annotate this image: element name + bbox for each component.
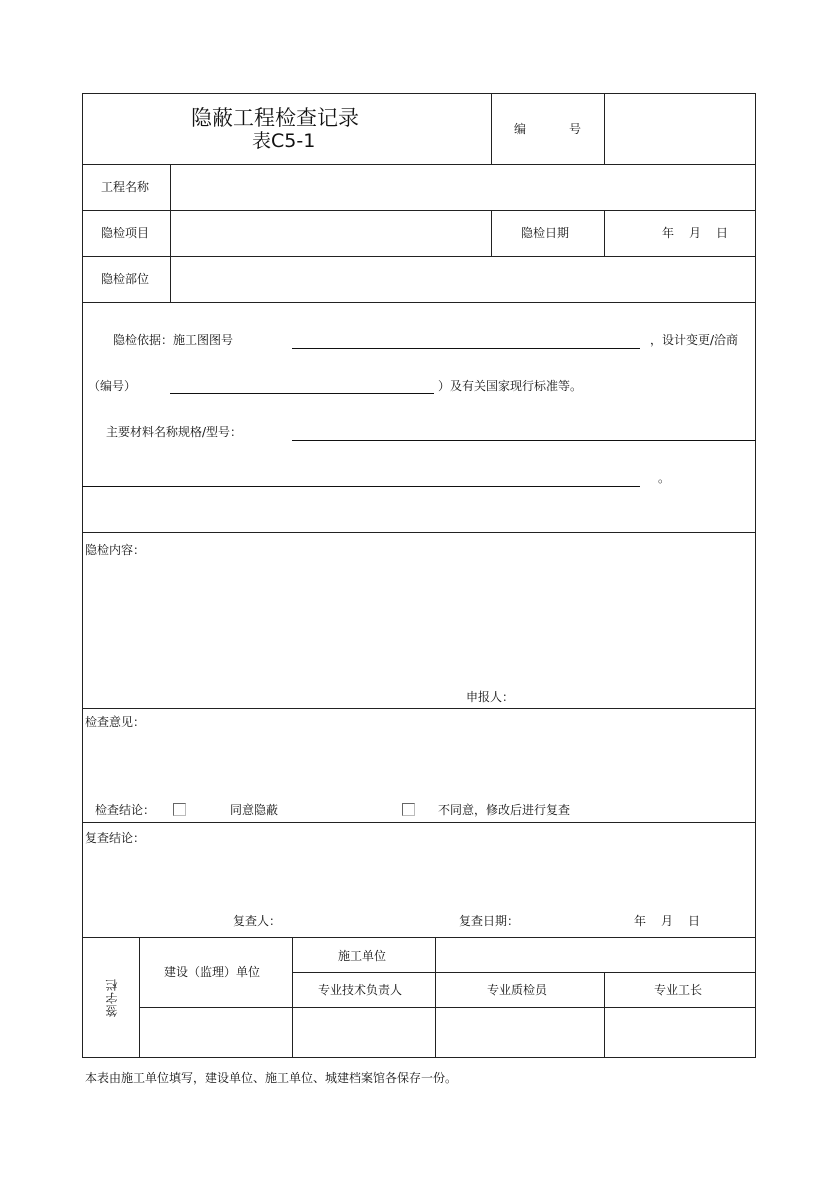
- project-name-field[interactable]: [171, 165, 755, 210]
- foreman-signature-field[interactable]: [605, 1008, 755, 1057]
- date-year: 年: [662, 226, 675, 240]
- divider: [491, 210, 492, 256]
- reviewer-label: 复查人：: [233, 914, 282, 928]
- number-label-right: 号: [569, 122, 582, 136]
- agree-checkbox[interactable]: [173, 803, 186, 816]
- review-date-label: 复查日期：: [459, 914, 520, 928]
- inspection-location-label: 隐检部位: [101, 272, 150, 286]
- technical-lead-signature-field[interactable]: [293, 1008, 435, 1057]
- conclusion-label: 检查结论：: [95, 803, 156, 817]
- drawing-number-field[interactable]: [292, 348, 640, 349]
- review-conclusion-field[interactable]: [84, 848, 754, 908]
- inspection-item-field[interactable]: [171, 211, 491, 256]
- materials-field[interactable]: [292, 440, 756, 441]
- signature-column-label: 签字栏: [105, 978, 119, 1017]
- owner-unit-label: 建设（监理）单位: [164, 965, 261, 979]
- disagree-label: 不同意，修改后进行复查: [438, 803, 571, 817]
- agree-label: 同意隐蔽: [230, 803, 279, 817]
- divider: [82, 302, 756, 303]
- review-conclusion-label: 复查结论：: [85, 831, 146, 845]
- table-border-bottom: [82, 1057, 756, 1058]
- materials-label: 主要材料名称规格/型号：: [106, 425, 243, 439]
- project-name-label: 工程名称: [101, 180, 150, 194]
- inspection-content-field[interactable]: [84, 560, 754, 685]
- number-label-left: 编: [514, 122, 527, 136]
- divider: [292, 972, 756, 973]
- date-day: 日: [716, 226, 729, 240]
- construction-unit-field[interactable]: [436, 938, 755, 972]
- role-technical-lead: 专业技术负责人: [318, 983, 403, 997]
- review-year: 年: [634, 914, 647, 928]
- divider: [491, 93, 492, 164]
- quality-inspector-signature-field[interactable]: [436, 1008, 604, 1057]
- reporter-label: 申报人：: [466, 690, 515, 704]
- inspection-item-label: 隐检项目: [101, 226, 150, 240]
- table-border-right: [755, 93, 756, 1058]
- role-foreman: 专业工长: [654, 983, 703, 997]
- owner-signature-field[interactable]: [140, 1008, 292, 1057]
- basis-label: 隐检依据：施工图图号: [113, 333, 234, 347]
- change-number-field[interactable]: [170, 393, 434, 394]
- role-quality-inspector: 专业质检员: [487, 983, 548, 997]
- divider: [82, 822, 756, 823]
- date-month: 月: [689, 226, 702, 240]
- inspection-content-label: 隐检内容：: [85, 543, 146, 557]
- materials-period: 。: [658, 471, 671, 485]
- standards-label: ）及有关国家现行标准等。: [438, 379, 583, 393]
- change-number-label: （编号）: [88, 379, 137, 393]
- footer-note: 本表由施工单位填写，建设单位、施工单位、城建档案馆各保存一份。: [85, 1071, 458, 1085]
- form-title: 隐蔽工程检查记录: [191, 106, 359, 130]
- review-day: 日: [688, 914, 701, 928]
- construction-unit-label: 施工单位: [338, 949, 387, 963]
- inspection-opinion-label: 检查意见：: [85, 715, 146, 729]
- inspection-location-field[interactable]: [171, 257, 755, 302]
- form-code: 表C5-1: [252, 130, 316, 152]
- inspection-opinion-field[interactable]: [84, 732, 754, 797]
- design-change-label: ，设计变更/洽商: [650, 333, 739, 347]
- divider: [82, 708, 756, 709]
- table-border-left: [82, 93, 83, 1058]
- divider: [82, 532, 756, 533]
- materials-field-continued[interactable]: [82, 486, 640, 487]
- number-field[interactable]: [605, 94, 755, 163]
- disagree-checkbox[interactable]: [402, 803, 415, 816]
- review-month: 月: [661, 914, 674, 928]
- inspection-date-label: 隐检日期: [521, 226, 570, 240]
- divider: [604, 210, 605, 256]
